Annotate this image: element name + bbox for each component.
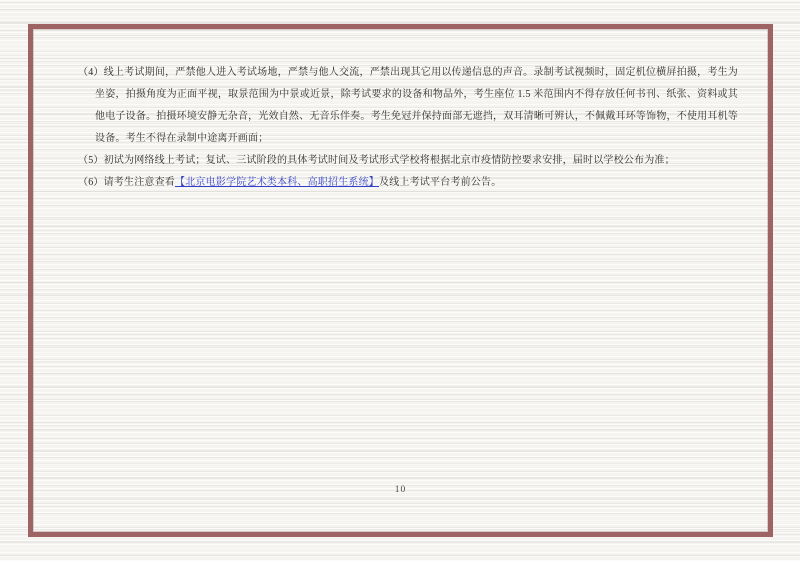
page-number: 10 xyxy=(394,485,407,495)
notice-item-6-prefix: （6）请考生注意查看 xyxy=(78,177,175,188)
notice-content xyxy=(78,62,738,194)
notice-item-6 xyxy=(78,172,738,194)
document-border-frame xyxy=(28,24,773,537)
notice-item-5: （5）初试为网络线上考试；复试、三试阶段的具体考试时间及考试形式学校将根据北京市疫情防控要求安排，届时以学校公布为准； xyxy=(78,155,675,166)
notice-item-4: （4）线上考试期间，严禁他人进入考试场地，严禁与他人交流，严禁出现其它用以传递信息的声音。录制考试视频时，固定机位横屏拍摄，考生为坐姿，拍摄角度为正面平视，取景范围为中景或近景，除考试要求的设备和物品外，考生座位 1.5 米范围内不得存放任何书刊、纸张、资料或其他电子设备。拍摄环境安静无杂音，光效自然、无音乐伴奏。考生免冠并保持面部无遮挡，双耳清晰可辨认，不佩戴耳环等饰物，不使用耳机等设备。考生不得在录制中途离开画面； xyxy=(78,67,738,144)
notice-item-6-suffix: 及线上考试平台考前公告。 xyxy=(379,177,502,188)
admission-system-link[interactable]: 【北京电影学院艺术类本科、高职招生系统】 xyxy=(175,177,379,188)
